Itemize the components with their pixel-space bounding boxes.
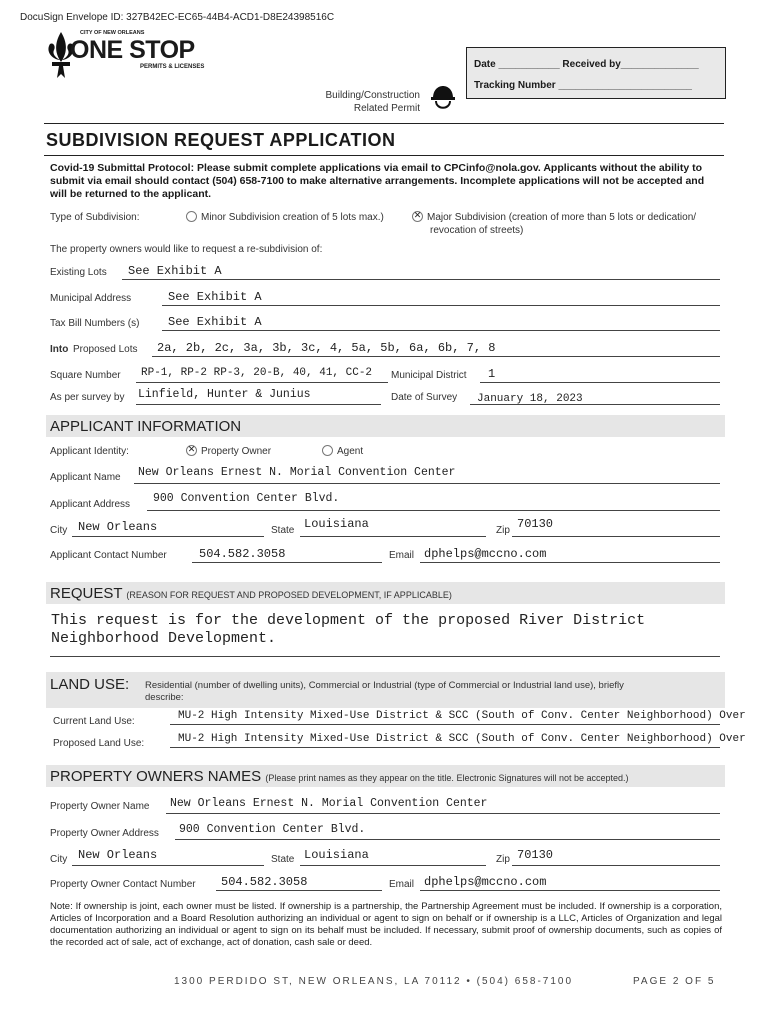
owners-title-text: PROPERTY OWNERS NAMES	[50, 768, 262, 785]
applicant-phone-label: Applicant Contact Number	[50, 550, 167, 561]
request-title-text: REQUEST	[50, 585, 123, 602]
owner-name-label: Property Owner Name	[50, 801, 150, 812]
municipal-district-line	[480, 382, 720, 383]
applicant-state-label: State	[271, 525, 295, 536]
survey-by-value[interactable]: Linfield, Hunter & Junius	[138, 388, 311, 401]
into-label: Into	[50, 344, 69, 355]
major-subdivision-label-2: revocation of streets)	[430, 225, 524, 236]
major-subdivision-label-1: Major Subdivision (creation of more than 5 lots or dedication/	[427, 212, 697, 223]
owner-state-label: State	[271, 854, 295, 865]
square-number-label: Square Number	[50, 370, 121, 381]
applicant-state-line	[300, 536, 486, 537]
owner-email-label: Email	[389, 879, 415, 890]
footer-page-number: PAGE 2 OF 5	[633, 976, 716, 987]
owner-city-line	[72, 865, 264, 866]
owner-state-value[interactable]: Louisiana	[304, 848, 369, 862]
permit-type-line1: Building/Construction	[325, 90, 420, 101]
municipal-district-label: Municipal District	[391, 370, 467, 381]
request-text-line2[interactable]: Neighborhood Development.	[51, 630, 277, 647]
logo-name-text: ONE STOP	[70, 36, 195, 64]
minor-subdivision-label: Minor Subdivision creation of 5 lots max.)	[201, 212, 384, 223]
request-text-line1[interactable]: This request is for the development of the proposed River District	[51, 612, 646, 629]
proposed-land-use-value[interactable]: MU-2 High Intensity Mixed-Use District & SCC (South of Conv. Center Neighborhood) Over	[178, 733, 746, 745]
applicant-identity-label: Applicant Identity:	[50, 446, 129, 457]
current-land-use-value[interactable]: MU-2 High Intensity Mixed-Use District & SCC (South of Conv. Center Neighborhood) Over	[178, 710, 746, 722]
land-use-section-title: LAND USE:	[50, 676, 130, 693]
owners-section-title	[50, 768, 629, 785]
municipal-address-value[interactable]: See Exhibit A	[168, 290, 262, 304]
applicant-city-line	[72, 536, 264, 537]
owner-address-line	[175, 839, 720, 840]
proposed-lots-value[interactable]: 2a, 2b, 2c, 3a, 3b, 3c, 4, 5a, 5b, 6a, 6b, 7, 8	[157, 341, 496, 355]
applicant-zip-line	[512, 536, 720, 537]
title-bottom-rule	[44, 155, 724, 156]
ownership-note: Note: If ownership is joint, each owner must be listed. If ownership is a partnership, the Partnership Agreement must be included. If ownership is a corporation, Articles of Incorporation and a Board Resolution authorizing an individual or agent to sign on behalf or if ownership is a LLC, Articles of Organization and legal documentation authorizing an individual or agent to sign on its behalf must be included. If necessary, submit proof of ownership documents, such as copies of the recorded act of sale, act of exchange, act of donation, cash sale or deed.	[50, 901, 722, 948]
subdivision-type-label: Type of Subdivision:	[50, 212, 140, 223]
agent-radio[interactable]	[322, 445, 333, 456]
owner-phone-label: Property Owner Contact Number	[50, 879, 196, 890]
owner-email-value[interactable]: dphelps@mccno.com	[424, 875, 547, 889]
office-use-box	[466, 47, 726, 99]
owner-name-line	[166, 813, 720, 814]
owner-address-label: Property Owner Address	[50, 828, 159, 839]
owner-zip-label: Zip	[496, 854, 510, 865]
survey-by-line	[136, 404, 381, 405]
request-title-sub: (REASON FOR REQUEST AND PROPOSED DEVELOPMENT, IF APPLICABLE)	[126, 590, 452, 600]
survey-date-value[interactable]: January 18, 2023	[477, 393, 583, 405]
municipal-district-value[interactable]: 1	[488, 367, 496, 381]
proposed-land-use-label: Proposed Land Use:	[53, 738, 145, 749]
applicant-address-value[interactable]: 900 Convention Center Blvd.	[153, 492, 340, 505]
survey-date-line	[470, 404, 720, 405]
minor-subdivision-radio[interactable]	[186, 211, 197, 222]
hard-hat-icon	[430, 84, 456, 116]
municipal-address-label: Municipal Address	[50, 293, 132, 304]
square-number-value[interactable]: RP-1, RP-2 RP-3, 20-B, 40, 41, CC-2	[141, 367, 373, 379]
property-owner-radio[interactable]	[186, 445, 197, 456]
survey-by-label: As per survey by	[50, 392, 125, 403]
existing-lots-line	[122, 279, 720, 280]
date-received-label: Date ___________ Received by______________	[474, 59, 699, 70]
applicant-section-title: APPLICANT INFORMATION	[50, 418, 242, 435]
major-subdivision-radio[interactable]	[412, 211, 423, 222]
owner-zip-line	[512, 865, 720, 866]
request-section-title	[50, 585, 452, 602]
logo-sub-text: PERMITS & LICENSES	[140, 64, 205, 70]
applicant-address-label: Applicant Address	[50, 499, 131, 510]
covid-protocol-notice: Covid-19 Submittal Protocol: Please submit complete applications via email to CPCinfo@nola.gov. Applicants without the ability to submit via email should contact (504) 658-7100 to make alternative arrangements. Incomplete applications will not be accepted and will be returned to the applicant.	[50, 162, 705, 200]
current-land-use-label: Current Land Use:	[53, 716, 135, 727]
applicant-phone-value[interactable]: 504.582.3058	[199, 547, 286, 561]
applicant-email-label: Email	[389, 550, 415, 561]
owner-email-line	[420, 890, 720, 891]
owner-address-value[interactable]: 900 Convention Center Blvd.	[179, 823, 366, 836]
survey-date-label: Date of Survey	[391, 392, 458, 403]
request-line	[50, 656, 720, 657]
proposed-lots-line	[152, 356, 720, 357]
one-stop-logo	[44, 28, 219, 90]
applicant-zip-label: Zip	[496, 525, 510, 536]
footer-address: 1300 PERDIDO ST, NEW ORLEANS, LA 70112 • (504) 658-7100	[174, 976, 574, 987]
tax-bill-label: Tax Bill Numbers (s)	[50, 318, 140, 329]
agent-option: Agent	[337, 446, 364, 457]
current-land-use-line	[170, 724, 720, 725]
square-number-line	[136, 382, 388, 383]
owner-state-line	[300, 865, 486, 866]
tax-bill-line	[162, 330, 720, 331]
owner-phone-value[interactable]: 504.582.3058	[221, 875, 308, 889]
tax-bill-value[interactable]: See Exhibit A	[168, 315, 262, 329]
applicant-name-value[interactable]: New Orleans Ernest N. Morial Convention Center	[138, 466, 456, 479]
owners-title-sub: (Please print names as they appear on the title. Electronic Signatures will not be accepted.)	[265, 773, 629, 783]
applicant-state-value[interactable]: Louisiana	[304, 517, 369, 531]
page-title: SUBDIVISION REQUEST APPLICATION	[46, 130, 396, 150]
existing-lots-label: Existing Lots	[50, 267, 107, 278]
logo-city-text: CITY OF NEW ORLEANS	[80, 30, 145, 36]
land-use-description-2: describe:	[145, 692, 184, 703]
applicant-email-value[interactable]: dphelps@mccno.com	[424, 547, 547, 561]
owner-phone-line	[216, 890, 382, 891]
applicant-name-label: Applicant Name	[50, 472, 121, 483]
applicant-zip-value[interactable]: 70130	[517, 517, 554, 531]
applicant-address-line	[147, 510, 720, 511]
owner-zip-value[interactable]: 70130	[517, 848, 554, 862]
property-owner-option: Property Owner	[201, 446, 272, 457]
existing-lots-value[interactable]: See Exhibit A	[128, 264, 222, 278]
applicant-name-line	[134, 483, 720, 484]
proposed-lots-label: Proposed Lots	[73, 344, 138, 355]
resubdivision-intro: The property owners would like to request a re-subdivision of:	[50, 244, 323, 255]
proposed-land-use-line	[170, 747, 720, 748]
land-use-description-1: Residential (number of dwelling units), Commercial or Industrial (type of Commercial or Industrial land use), briefly	[145, 680, 624, 691]
docusign-envelope-id: DocuSign Envelope ID: 327B42EC-EC65-44B4-ACD1-D8E24398516C	[20, 12, 335, 23]
applicant-city-value[interactable]: New Orleans	[78, 520, 158, 534]
owner-city-value[interactable]: New Orleans	[78, 848, 158, 862]
owner-city-label: City	[50, 854, 68, 865]
applicant-phone-line	[192, 562, 382, 563]
owner-name-value[interactable]: New Orleans Ernest N. Morial Convention Center	[170, 797, 488, 810]
title-top-rule	[44, 123, 724, 124]
municipal-address-line	[162, 305, 720, 306]
applicant-email-line	[420, 562, 720, 563]
tracking-number-label: Tracking Number ________________________	[474, 80, 692, 91]
permit-type-line2: Related Permit	[353, 103, 420, 114]
applicant-city-label: City	[50, 525, 68, 536]
